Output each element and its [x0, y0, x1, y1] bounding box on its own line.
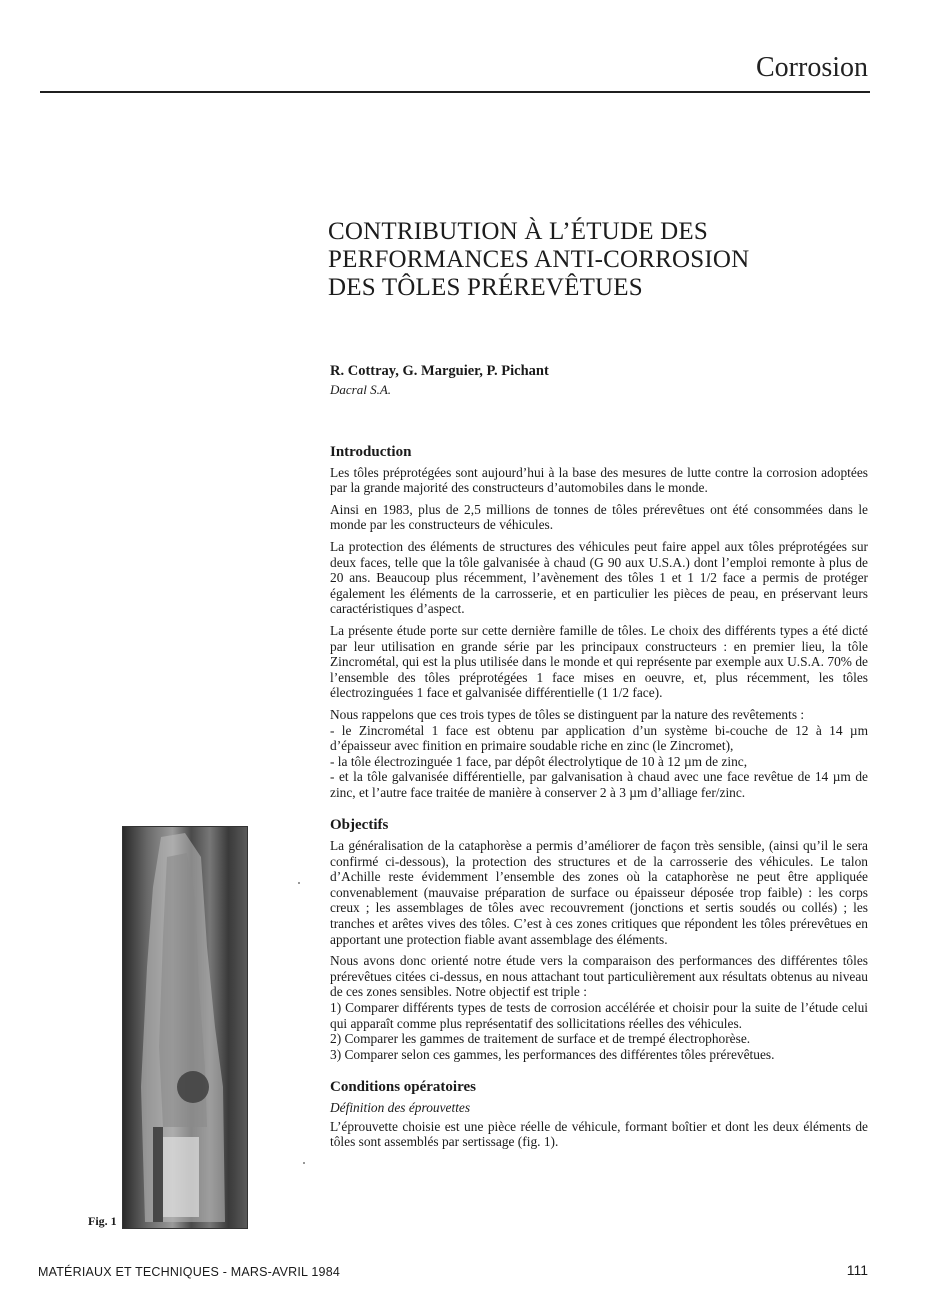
- paragraph: Les tôles préprotégées sont aujourd’hui à la base des mesures de lutte contre la corrosion adoptées par la grande majorité des constructeurs d’automobiles dans le monde.: [330, 464, 868, 496]
- figure-label: Fig. 1: [88, 1214, 117, 1228]
- list-item: 1) Comparer différents types de tests de corrosion accélérée et choisir pour la suite de l’étude celui qui apparaît comme plus représentatif des sollicitations réelles des véhicules.: [330, 1000, 868, 1031]
- body-column: [330, 445, 868, 1156]
- page-number: 111: [846, 1262, 868, 1278]
- section-heading-conditions: Conditions opératoires: [330, 1079, 476, 1096]
- article-title: [328, 218, 888, 302]
- list-item: - le Zincrométal 1 face est obtenu par application d’un système bi-couche de 12 à 14 µm d’épaisseur avec finition en primaire soudable riche en zinc (le Zincromet),: [330, 722, 868, 754]
- list-item: - et la tôle galvanisée différentielle, par galvanisation à chaud avec une face revêtue de 14 µm de zinc, et l’autre face traitée de manière à conserver 2 à 3 µm d’alliage fer/zinc.: [330, 769, 868, 800]
- paragraph: La généralisation de la cataphorèse a permis d’améliorer de façon très sensible, (ainsi qu’il le sera confirmé ci-dessous), la protection des structures et de la carrosserie des véhicules. Le talon d’Achille reste évidemment l’ensemble des zones où la cataphorèse ne peut être appliquée convenablement (mauvaise préparation de surface ou épaisseur déposée trop faible) : les corps creux ; les assemblages de tôles avec recouvrement (jonctions et sertis soudés ou collés) ; les tranches et arêtes vives des tôles. C’est à ces zones critiques que répondent les tôles prérevêtues en apportant une protection fiable avant assemblage des éléments.: [330, 838, 868, 947]
- paragraph: La protection des éléments de structures des véhicules peut faire appel aux tôles préprotégées sur deux faces, telle que la tôle galvanisée à chaud (G 90 aux U.S.A.) dont l’emploi remonte à plus de 20 ans. Beaucoup plus récemment, l’avènement des tôles 1 et 1 1/2 face a permis de protéger également les éléments de la carrosserie, et en particulier les pièces de peau, en préservant leurs caractéristiques d’aspect.: [330, 538, 868, 617]
- subsection-heading: Définition des éprouvettes: [330, 1099, 471, 1115]
- figure-part-sketch: [123, 827, 247, 1228]
- scan-speck: [303, 1162, 305, 1164]
- section-heading-introduction: Introduction: [330, 444, 412, 460]
- header-rule: [40, 91, 870, 93]
- objectives-list: [330, 953, 868, 1062]
- title-line: CONTRIBUTION À L’ÉTUDE DES: [328, 218, 708, 245]
- title-line: PERFORMANCES ANTI-CORROSION: [328, 246, 750, 273]
- scan-speck: [298, 882, 300, 884]
- list-item: 2) Comparer les gammes de traitement de surface et de trempé électrophorèse.: [330, 1031, 751, 1047]
- paragraph: L’éprouvette choisie est une pièce réelle de véhicule, formant boîtier et dont les deux éléments de tôles sont assemblés par sertissage (fig. 1).: [330, 1118, 868, 1150]
- section-heading-objectifs: Objectifs: [330, 817, 389, 834]
- list-item: 3) Comparer selon ces gammes, les performances des différentes tôles prérevêtues.: [330, 1046, 775, 1062]
- list-item: - la tôle électrozinguée 1 face, par dépôt électrolytique de 10 à 12 µm de zinc,: [330, 753, 748, 769]
- paragraph: Ainsi en 1983, plus de 2,5 millions de tonnes de tôles prérevêtues ont été consommées dans le monde par les constructeurs de véhicules.: [330, 501, 868, 533]
- title-line: DES TÔLES PRÉREVÊTUES: [328, 274, 643, 301]
- paragraph: Nous rappelons que ces trois types de tôles se distinguent par la nature des revêtements :: [330, 706, 805, 722]
- authors: R. Cottray, G. Marguier, P. Pichant: [330, 363, 549, 379]
- affiliation: Dacral S.A.: [330, 382, 392, 397]
- paragraph: Nous avons donc orienté notre étude vers la comparaison des performances des différentes tôles prérevêtues citées ci-dessus, en nous attachant tout particulièrement aux résultats obtenus au niveau de ces zones sensibles. Notre objectif est triple :: [330, 953, 868, 1000]
- paragraph: La présente étude porte sur cette dernière famille de tôles. Le choix des différents types a été dicté par leur utilisation en grande série par les principaux constructeurs : en premier lieu, la tôle Zincrométal, qui est la plus utilisée dans le monde et qui représente par exemple aux U.S.A. 70% de l’ensemble des tôles préprotégées 1 face mises en oeuvre, et, plus récemment, les tôles électrozinguées 1 face et galvanisée différentielle (1 1/2 face).: [330, 622, 868, 701]
- running-head: Corrosion: [756, 52, 868, 83]
- figure-photo: [122, 826, 248, 1229]
- coating-list: [330, 707, 868, 801]
- footer-journal: MATÉRIAUX ET TECHNIQUES - MARS-AVRIL 1984: [38, 1265, 341, 1279]
